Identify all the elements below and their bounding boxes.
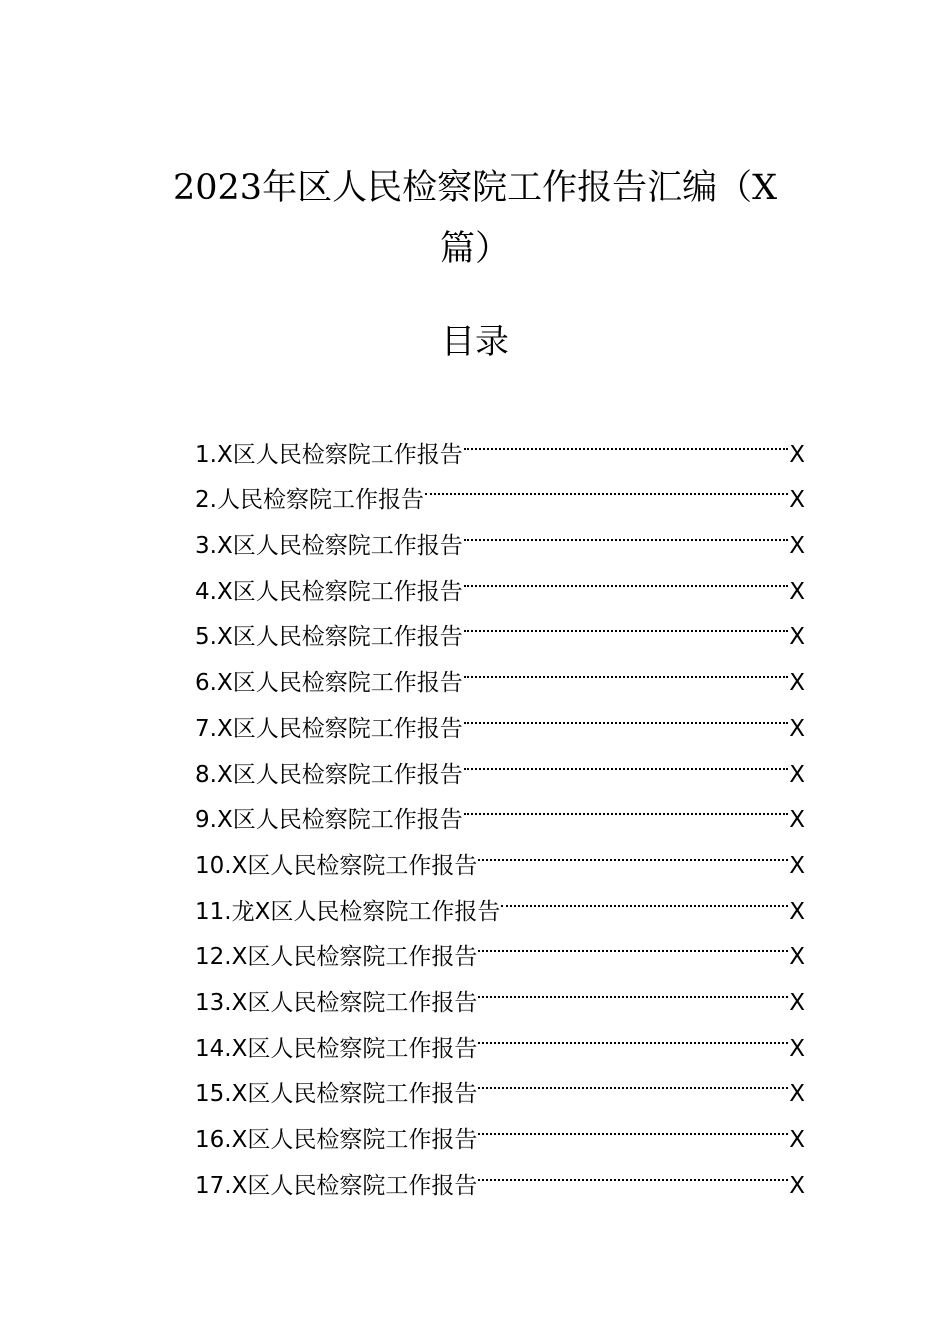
- toc-entry-label: 3.X区人民检察院工作报告: [195, 533, 463, 560]
- dot-leader: [464, 782, 789, 828]
- dot-leader: [464, 690, 789, 736]
- toc-entry-label: 6.X区人民检察院工作报告: [195, 670, 463, 697]
- toc-entry-label: 13.X区人民检察院工作报告: [195, 989, 478, 1016]
- toc-entry-page: X: [789, 487, 805, 514]
- toc-entry-page: X: [789, 441, 805, 468]
- toc-entry-page: X: [789, 852, 805, 879]
- toc-entry-label: 14.X区人民检察院工作报告: [195, 1035, 478, 1062]
- dot-leader: [464, 553, 789, 599]
- toc-entry-label: 17.X区人民检察院工作报告: [195, 1172, 478, 1199]
- toc-entry-page: X: [789, 1127, 805, 1153]
- toc-entry-label: 9.X区人民检察院工作报告: [195, 807, 463, 834]
- toc-entry-label: 1.X区人民检察院工作报告: [195, 441, 463, 468]
- dot-leader: [478, 1147, 788, 1193]
- toc-entry-label: 4.X区人民检察院工作报告: [195, 578, 463, 605]
- dot-leader: [478, 827, 788, 873]
- toc-entry-page: X: [789, 1081, 805, 1108]
- toc-entry-label: 15.X区人民检察院工作报告: [195, 1081, 478, 1108]
- dot-leader: [425, 462, 788, 508]
- toc-heading: 目录: [441, 322, 509, 362]
- dot-leader: [478, 1010, 788, 1056]
- toc-entry-page: X: [789, 761, 805, 788]
- toc-entry-page: X: [789, 1172, 805, 1199]
- table-of-contents: [195, 416, 805, 1199]
- dot-leader: [464, 736, 789, 782]
- toc-entry[interactable]: [195, 416, 805, 468]
- toc-entry-page: X: [789, 807, 805, 834]
- toc-entry-label: 8.X区人民检察院工作报告: [195, 761, 463, 788]
- toc-entry-page: X: [789, 715, 805, 742]
- dot-leader: [464, 507, 789, 553]
- toc-entry-page: X: [789, 944, 805, 971]
- document-title: 2023年区人民检察院工作报告汇编（X篇）: [173, 168, 777, 269]
- toc-entry-page: X: [789, 578, 805, 605]
- toc-entry-page: X: [789, 1035, 805, 1062]
- dot-leader: [464, 599, 789, 645]
- toc-entry-page: X: [789, 989, 805, 1016]
- dot-leader: [478, 1101, 788, 1147]
- dot-leader: [478, 1056, 788, 1102]
- dot-leader: [478, 919, 788, 965]
- toc-entry-label: 10.X区人民检察院工作报告: [195, 852, 478, 879]
- toc-entry-label: 7.X区人民检察院工作报告: [195, 715, 463, 742]
- dot-leader: [501, 873, 788, 919]
- toc-entry-label: 12.X区人民检察院工作报告: [195, 944, 478, 971]
- toc-entry-label: 11.龙X区人民检察院工作报告: [195, 898, 501, 925]
- dot-leader: [464, 644, 789, 690]
- toc-entry-page: X: [789, 898, 805, 925]
- toc-entry-label: 2.人民检察院工作报告: [195, 487, 424, 514]
- toc-entry-page: X: [789, 670, 805, 697]
- toc-entry-page: X: [789, 624, 805, 651]
- toc-entry-page: X: [789, 533, 805, 560]
- toc-entry-label: 16.X区人民检察院工作报告: [195, 1127, 478, 1153]
- dot-leader: [464, 416, 789, 462]
- dot-leader: [478, 964, 788, 1010]
- toc-entry-label: 5.X区人民检察院工作报告: [195, 624, 463, 651]
